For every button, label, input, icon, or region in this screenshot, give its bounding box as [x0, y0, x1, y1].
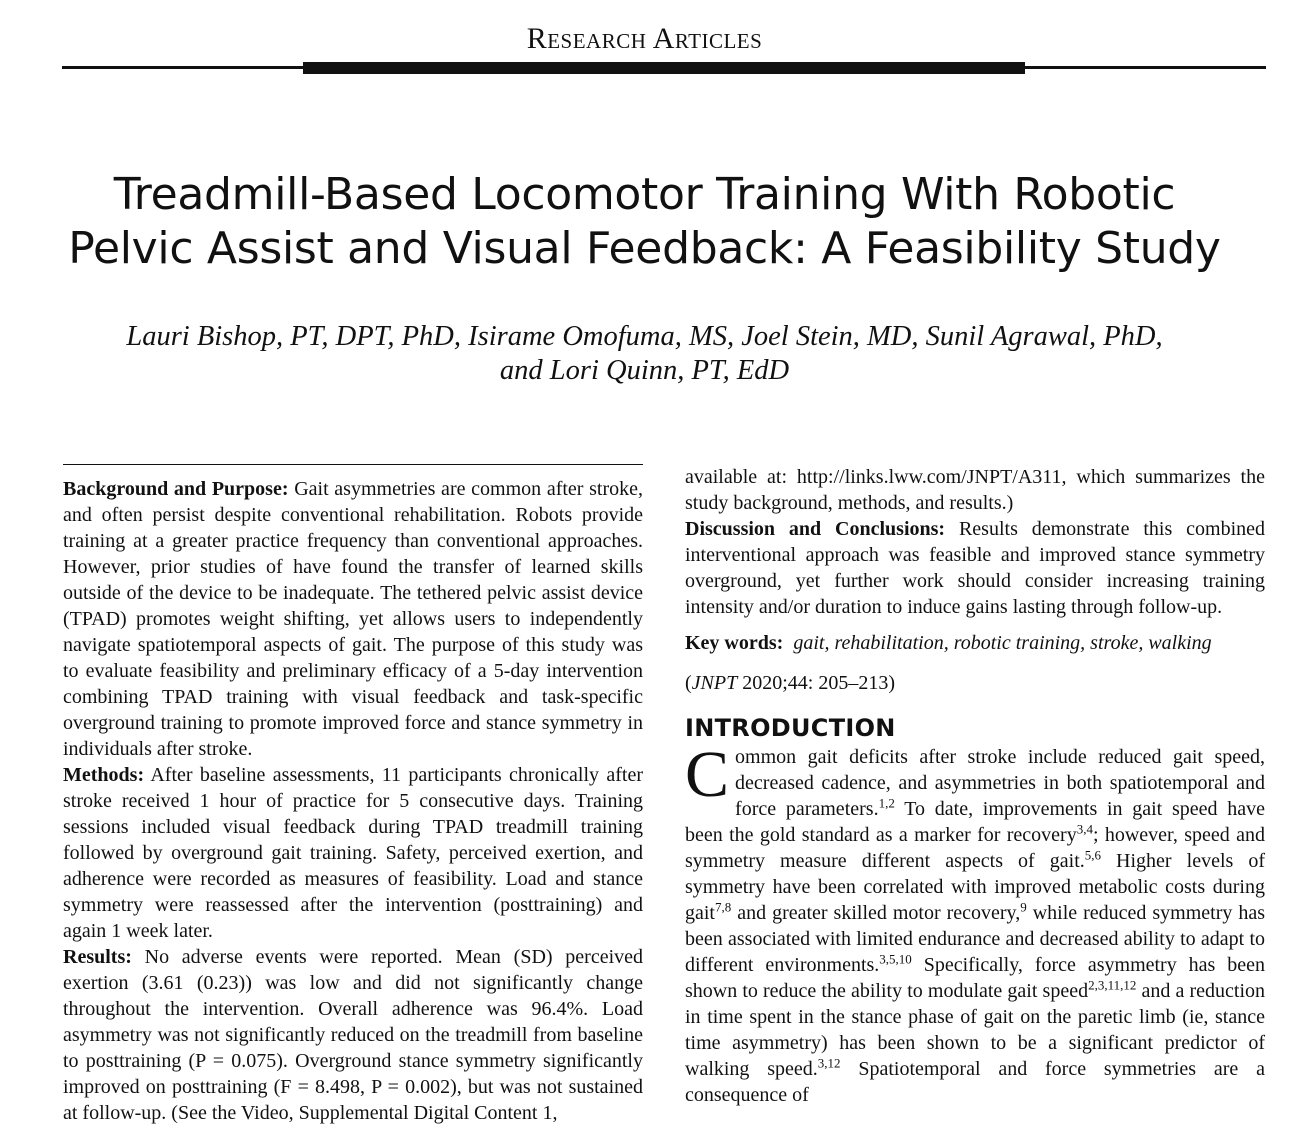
intro-text: while reduced symmetry has been associated with limited endurance and decreased ability to adapt to different environments. [685, 902, 1266, 976]
introduction-body [685, 738, 1266, 1108]
keywords-label: Key words: [685, 632, 784, 654]
abstract-results [63, 944, 643, 1126]
abstract-background [63, 476, 643, 762]
ref-superscript: 2,3,11,12 [1088, 977, 1137, 993]
ref-superscript: 7,8 [715, 899, 732, 915]
ref-superscript: 1,2 [878, 795, 895, 811]
citation-journal: JNPT [691, 672, 738, 694]
title-line-1: Treadmill-Based Locomotor Training With Robotic [113, 169, 1176, 220]
intro-text: Higher levels of symmetry have been correlated with improved metabolic costs during gait [685, 850, 1265, 924]
citation [685, 670, 1265, 696]
methods-text: After baseline assessments, 11 participants chronically after stroke received 1 hour of practice for 5 consecutive days. Training sessions included visual feedback during TPAD treadmill training followed by overground gait training. Safety, perceived exertion, and adherence were recorded as measures of feasibility. Load and stance symmetry were reassessed after the intervention (posttraining) and again 1 week later. [63, 764, 643, 942]
intro-text: ; however, speed and symmetry measure different aspects of gait. [685, 824, 1265, 872]
intro-text: To date, improvements in gait speed have been the gold standard as a marker for recovery [685, 798, 1265, 846]
drop-cap: C [685, 738, 730, 811]
intro-text: and a reduction in time spent in the stance phase of gait on the paretic limb (ie, stance time asymmetry) has been shown to be a significant predictor of walking speed. [685, 980, 1265, 1080]
ref-superscript: 3,12 [817, 1055, 841, 1071]
results-text: No adverse events were reported. Mean (SD) perceived exertion (3.61 (0.23)) was low and did not significantly change throughout the intervention. Overall adherence was 96.4%. Load asymmetry was not significantly reduced on the treadmill from baseline to posttraining (P = 0.075). Overground stance symmetry significantly improved on posttraining (F = 8.498, P = 0.002), but was not sustained at follow-up. (See the Video, Supplemental Digital Content 1, [63, 946, 643, 1124]
authors-line-2: and Lori Quinn, PT, EdD [499, 355, 790, 386]
article-title [60, 168, 1229, 276]
header-rule-thick [303, 62, 1025, 74]
intro-text: ommon gait deficits after stroke include reduced gait speed, decreased cadence, and asymmetries in both spatiotemporal and force parameters. [735, 746, 1265, 820]
authors-line-1: Lauri Bishop, PT, DPT, PhD, Isirame Omofuma, MS, Joel Stein, MD, Sunil Agrawal, PhD, [126, 321, 1163, 352]
ref-superscript: 5,6 [1084, 847, 1101, 863]
abstract-right-column [685, 464, 1265, 1108]
citation-rest: 2020;44: 205–213) [737, 672, 896, 694]
ref-superscript: 3,5,10 [879, 951, 912, 967]
title-line-2: Pelvic Assist and Visual Feedback: A Feasibility Study [68, 223, 1221, 274]
intro-text: Spatiotemporal and force symmetries are a consequence of [685, 1058, 1265, 1106]
methods-label: Methods: [63, 764, 145, 786]
abstract-discussion [685, 516, 1265, 620]
ref-superscript: 9 [1020, 899, 1027, 915]
ref-superscript: 3,4 [1076, 821, 1093, 837]
running-header: Research Articles [526, 22, 763, 55]
background-text: Gait asymmetries are common after stroke, and often persist despite conventional rehabilitation. Robots provide training at a greater practice frequency than conventional approaches. However, prior studies of have found the transfer of learned skills outside of the device to be inadequate. The tethered pelvic assist device (TPAD) promotes weight shifting, yet allows users to independently navigate spatiotemporal aspects of gait. The purpose of this study was to evaluate feasibility and preliminary efficacy of a 5-day intervention combining TPAD training with visual feedback and task-specific overground training to promote improved force and stance symmetry in individuals after stroke. [63, 478, 644, 760]
keywords [685, 630, 1265, 656]
citation-open: ( [685, 672, 692, 694]
abstract-left-column [63, 476, 643, 1126]
results-label: Results: [63, 946, 132, 968]
abstract-methods [63, 762, 643, 944]
abstract-rule [63, 464, 643, 465]
discussion-text: Results demonstrate this combined interventional approach was feasible and improved stance symmetry overground, yet further work should consider increasing training intensity and/or duration to induce gains lasting through follow-up. [685, 518, 1266, 618]
author-list [60, 320, 1229, 388]
background-label: Background and Purpose: [63, 478, 289, 500]
intro-text: and greater skilled motor recovery, [731, 902, 1021, 924]
results-continued: available at: http://links.lww.com/JNPT/A311, which summarizes the study background, methods, and results.) [685, 466, 1265, 514]
introduction-heading: INTRODUCTION [685, 714, 896, 742]
discussion-label: Discussion and Conclusions: [685, 518, 946, 540]
keywords-text: gait, rehabilitation, robotic training, stroke, walking [793, 632, 1212, 654]
intro-text: Specifically, force asymmetry has been shown to reduce the ability to modulate gait speed [685, 954, 1265, 1002]
